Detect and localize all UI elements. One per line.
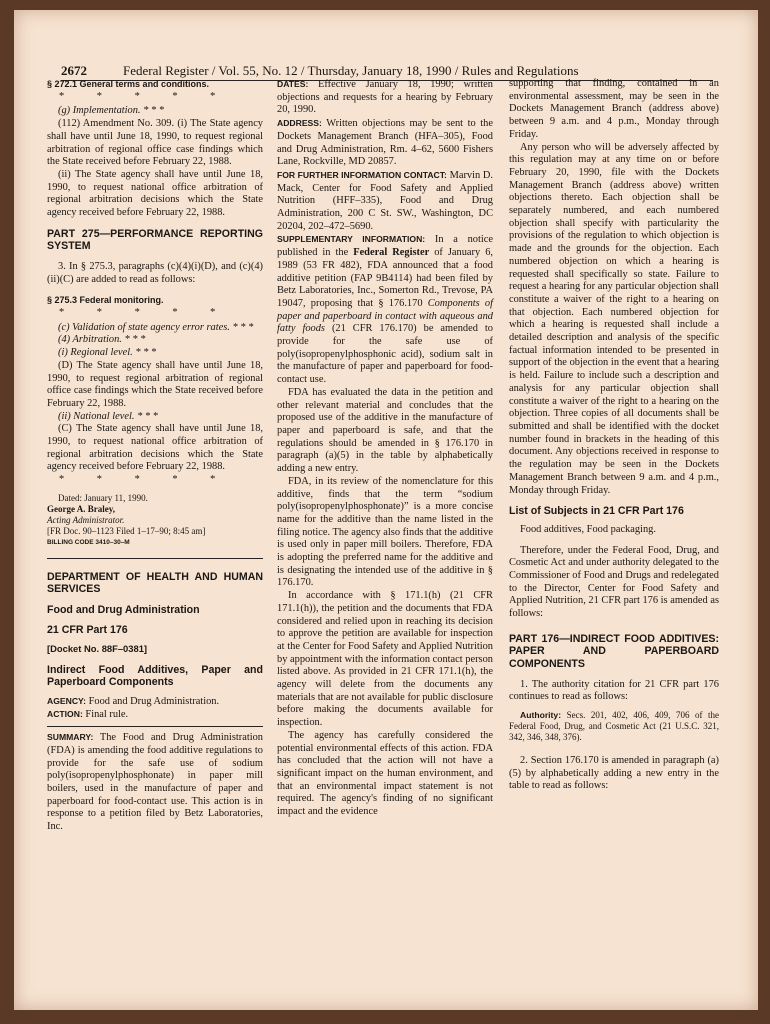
summary-value: The Food and Drug Administration (FDA) is amending the food additive regulations to provide for the safe use of sodium poly(isopropenylphosphonate) in paper mill boilers, used in the manufacture of paper and paperboard for food-contact use. This action is in response to a petition filed by Betz Laboratories, Inc. (47, 732, 263, 833)
list-of-subjects-heading: List of Subjects in 21 CFR Part 176 (509, 505, 684, 518)
dates-value: Effective January 18, 1990; written objections and requests for a hearing by February 20, 1990. (277, 79, 493, 116)
section-heading-272: § 272.1 General terms and conditions. (47, 79, 210, 89)
column-1 (47, 78, 263, 834)
paragraph-c-national: (C) The State agency shall have until June 18, 1990, to request national office arbitration of regional arbitration decisions which the State agency received before February 22, 1988. (47, 423, 263, 473)
further-info-label: FOR FURTHER INFORMATION CONTACT: (277, 169, 447, 180)
billing-code: BILLING CODE 3410–30–M (47, 538, 130, 546)
supplementary-text-a: In a notice published in the (277, 234, 493, 259)
paragraph-accordance: In accordance with § 171.1(h) (21 CFR 171.1(h)), the petition and the documents that FDA considered and relied upon in reaching its decision to approve the petition are available for inspection at the Center for Food Safety and Applied Nutrition by appointment with the information contact person listed above. As provided in 21 CFR 171.1(h), the agency will delete from the documents any materials that are not available for public disclosure before making the documents available for inspection. (277, 590, 493, 729)
paragraph-amendment-309-i: (112) Amendment No. 309. (i) The State agency shall have until June 18, 1990, to request regional arbitration of regional office case findings which the State received before February 22, 1988. (47, 118, 263, 168)
paragraph-environment: The agency has carefully considered the potential environmental effects of this action. FDA has concluded that the action will not have a significant impact on the human environment, and that an environmental impact statement is not required. The agency's finding of no significant impact and the evidence (277, 729, 493, 818)
subject-heading: Indirect Food Additives, Paper and Paperboard Components (47, 663, 263, 689)
cfr-heading: 21 CFR Part 176 (47, 624, 128, 637)
paragraph-ii-national: (ii) National level. * * * (58, 410, 158, 422)
department-heading: DEPARTMENT OF HEALTH AND HUMAN SERVICES (47, 570, 263, 596)
paragraph-supporting: supporting that finding, contained in an environmental assessment, may be seen in the Dockets Management Branch (address above) between 9 a.m. and 4 p.m., Monday through Friday. (509, 78, 719, 140)
action-label: ACTION: (47, 709, 83, 720)
authority-value: Secs. 201, 402, 406, 409, 706 of the Federal Food, Drug, and Cosmetic Act (21 U.S.C. 321, 342, 346, 348, 376). (509, 709, 719, 742)
list-of-subjects-value: Food additives, Food packaging. (520, 523, 656, 535)
agency-line (47, 695, 263, 709)
instruction-3: 3. In § 275.3, paragraphs (c)(4)(i)(D), and (c)(4)(ii)(C) are added to read as follows: (47, 260, 263, 285)
column-3 (509, 78, 719, 793)
paragraph-i-regional: (i) Regional level. * * * (58, 347, 157, 359)
agency-label: AGENCY: (47, 695, 86, 706)
federal-register-ref: Federal Register (353, 247, 430, 259)
paragraph-therefore: Therefore, under the Federal Food, Drug, and Cosmetic Act and under authority delegated to the Commissioner of Food and Drugs and redelegated to the Director, Center for Food Safety and Applied Nutrition, 21 CFR part 176 is amended as follows: (509, 544, 719, 620)
supplementary-paragraph (277, 233, 493, 386)
docket-number: [Docket No. 88F–0381] (47, 642, 148, 654)
section-heading-275: § 275.3 Federal monitoring. (47, 295, 164, 306)
paragraph-amendment-309-ii: (ii) The State agency shall have until June 18, 1990, to request national office arbitration of regional arbitration decisions which the State agency received before February 22, 1988. (47, 168, 263, 219)
ellipsis-stars: * * * * * (59, 307, 231, 319)
dates-label: DATES: (277, 79, 309, 89)
column-2 (277, 78, 493, 819)
supplementary-italic: Components of paper and paperboard in contact with aqueous and fatty foods (277, 297, 493, 335)
part-275-heading: PART 275—PERFORMANCE REPORTING SYSTEM (47, 227, 263, 253)
instruction-2: 2. Section 176.170 is amended in paragraph (a)(5) by alphabetically adding a new entry in the table to read as follows: (509, 754, 719, 792)
supplementary-label: SUPPLEMENTARY INFORMATION: (277, 234, 426, 245)
paragraph-evaluation: FDA has evaluated the data in the petition and other relevant material and concludes that the proposed use of the additive in the manufacture of paper and paperboard is safe, and that the regulations should be amended in § 176.170 in paragraph (a)(5) in the table by alphabetically adding a new entry. (277, 386, 493, 475)
address-label: ADDRESS: (277, 118, 322, 129)
paragraph-review: FDA, in its review of the nomenclature for this additive, finds that the term “sodium poly(isopropenylphosphonate)” is a more concise name for the additive than the name listed in the filing notice. The agency also finds that the additive is used only in paper mill boilers. Therefore, FDA is adopting the preferred name for the additive and is designating the intended use of the additive in § 176.170. (277, 475, 493, 589)
paragraph-d-regional: (D) The State agency shall have until June 18, 1990, to request regional arbitration of regional office case findings which the State received before February 22, 1988. (47, 359, 263, 409)
paragraph-c-validation: (c) Validation of state agency error rates. * * * (58, 321, 254, 333)
agency-heading: Food and Drug Administration (47, 603, 200, 616)
paragraph-4-arbitration: (4) Arbitration. * * * (58, 334, 146, 346)
running-title: Federal Register / Vol. 55, No. 12 / Thursday, January 18, 1990 / Rules and Regulations (123, 63, 579, 78)
paragraph-g-implementation: (g) Implementation. * * * (58, 105, 164, 117)
action-line (47, 708, 263, 722)
dated-line: Dated: January 11, 1990. (58, 492, 148, 503)
address-paragraph (277, 117, 493, 169)
action-value: Final rule. (85, 709, 129, 721)
authority-label: Authority: (520, 709, 562, 720)
signer-name: George A. Braley, (47, 503, 115, 514)
page-number: 2672 (61, 63, 87, 78)
summary-paragraph (47, 731, 263, 834)
ellipsis-stars: * * * * * (59, 474, 231, 486)
authority-paragraph (509, 710, 719, 743)
agency-value: Food and Drug Administration. (88, 695, 220, 707)
signer-title: Acting Administrator. (47, 514, 125, 525)
part-176-heading: PART 176—INDIRECT FOOD ADDITIVES: PAPER AND PAPERBOARD COMPONENTS (509, 632, 719, 670)
instruction-1: 1. The authority citation for 21 CFR part 176 continues to read as follows: (509, 678, 719, 703)
ellipsis-stars: * * * * * (59, 90, 231, 102)
paragraph-objections: Any person who will be adversely affected by this regulation may at any time on or before February 20, 1990, file with the Dockets Management Branch (address above) written objections thereto. Each objection shall be separately numbered, and each numbered objection shall specify with particularity the provisions of the regulation to which objection is made and the grounds for the objection. Each numbered objection on which a hearing is requested shall specifically so state. Failure to request a hearing for any particular objection shall constitute a waiver of the right to a hearing on that objection. Each numbered objection for which a hearing is requested shall include a detailed description and analysis of the specific factual information intended to be presented in support of the objection in the event that a hearing is held. Failure to include such a description and analysis for any particular objection shall constitute a waiver of the right to a hearing on the objection. Three copies of all documents shall be submitted and shall be identified with the docket number found in brackets in the heading of this document. Any objections received in response to the regulation may be seen in the Dockets Management Branch between 9 a.m. and 4 p.m., Monday through Friday. (509, 141, 719, 496)
dates-paragraph (277, 78, 493, 117)
further-info-paragraph (277, 169, 493, 234)
further-info-value: Marvin D. Mack, Center for Food Safety and Applied Nutrition (HFF–335), Food and Drug Administration, 200 C St. SW., Washington, DC 20204, 202–472–5690. (277, 169, 493, 232)
fr-doc-line: [FR Doc. 90–1123 Filed 1–17–90; 8:45 am] (47, 525, 206, 536)
supplementary-text-c: (21 CFR 176.170) be amended to provide for the safe use of poly(isopropenylphosphonic acid), sodium salt in the manufacture of paper and paperboard for food-contact use. (277, 323, 493, 386)
supplementary-text-b: of January 6, 1989 (53 FR 482), FDA announced that a food additive petition (FAP 9B4114) had been filed by Betz Laboratories, Inc., Somerton Rd., Trevose, PA 19047, proposing that § 176.170 (277, 247, 493, 309)
summary-label: SUMMARY: (47, 732, 94, 743)
address-value: Written objections may be sent to the Dockets Management Branch (HFA–305), Food and Drug Administration, Rm. 4–62, 5600 Fishers Lane, Rockville, MD 20857. (277, 118, 493, 168)
